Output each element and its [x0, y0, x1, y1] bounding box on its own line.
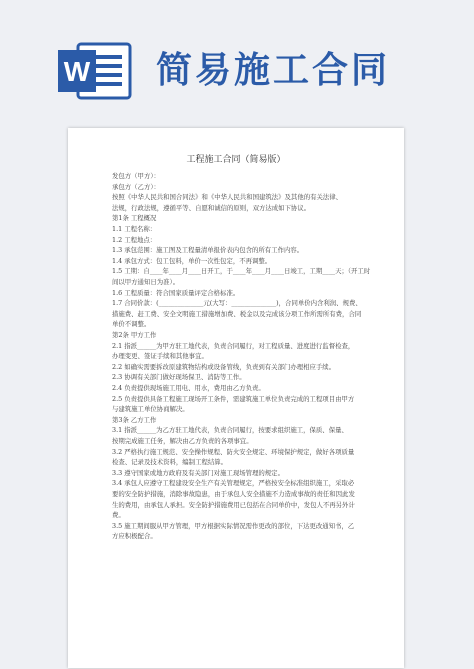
document-line: 2.1 指派______为甲方驻工地代表，负责合同履行，对工程质量、进度进行监督检查， — [112, 341, 355, 350]
word-logo-letter: W — [63, 56, 91, 87]
document-line: 1.3 承包范围：施工图及工程量清单报价表内包含的所有工作内容。 — [112, 246, 304, 255]
word-document-icon — [58, 40, 132, 102]
document-line: 方应积极配合。 — [112, 532, 157, 541]
document-line: 法规，行政法规，遵循平等、自愿和诚信的原则，双方达成如下协议。 — [112, 203, 311, 212]
header-banner — [0, 0, 474, 118]
document-line: 按照《中华人民共和国合同法》和《中华人民共和国建筑法》及其他的有关法律、 — [112, 193, 343, 202]
document-line: 措施费、赶工费、安全文明施工措施增加费、税金以及完成该分项工作所需所有费，合同 — [112, 309, 362, 318]
document-line: 与建筑施工单位协商解决。 — [112, 405, 189, 414]
document-line: 检查、记录及技术资料，编制工程结算。 — [112, 458, 228, 467]
document-title: 工程施工合同（简易版） — [186, 155, 286, 165]
document-line: 1.1 工程名称： — [112, 225, 157, 233]
document-line: 3.2 严格执行施工规范、安全操作规程、防火安全规定、环境保护规定，做好各项质量 — [112, 447, 355, 456]
document-line: 1.6 工程质量：符合国家质量评定合格标准。 — [112, 288, 240, 297]
document-line: 1.7 合同价款：(______________元(大写：______________)，合同单价内含利润、规费、 — [112, 299, 362, 308]
document-line: 2.4 负责提供现场施工用电、用水，费用由乙方负责。 — [112, 384, 265, 392]
document-line: 第1条 工程概况 — [112, 214, 157, 223]
document-line: 3.3 遵守国家或地方政府及有关部门对施工现场管理的规定。 — [112, 468, 284, 477]
document-line: 单价不调整。 — [112, 320, 151, 329]
document-line: 2.3 协调有关部门做好现场保卫、消防等工作。 — [112, 373, 246, 382]
document-line: 1.2 工程地点： — [112, 235, 157, 244]
document-line: 要的安全防护措施，消除事故隐患，由于承包人安全措施不力造成事故的责任和因此发 — [112, 490, 355, 498]
document-line: 3.1 指派______为乙方驻工地代表，负责合同履行，按要求组织施工，保质、保量、 — [112, 426, 348, 435]
document-line: 2.2 如确实需要拆改原建筑物结构或设备管线，负责到有关部门办理相应手续。 — [112, 362, 336, 371]
document-line: 间以甲方通知日为准）。 — [112, 278, 180, 286]
document-line: 按期完成施工任务，解决由乙方负责的各项事宜。 — [112, 437, 253, 445]
document-line: 第3条 乙方工作 — [112, 415, 157, 424]
document-line: 2.5 负责提供具备工程施工现场开工条件，需建筑施工单位负责完成的工程项目由甲方 — [112, 394, 355, 403]
document-line: 3.4 承包人应遵守工程建设安全生产有关管理规定，严格按安全标准组织施工，采取必 — [112, 479, 355, 488]
document-line: 承包方（乙方）： — [112, 182, 160, 191]
document-line: 3.5 施工期间服从甲方管理，甲方根据实际情况需作更改的部位，下达更改通知书，乙 — [112, 521, 355, 530]
banner-title: 简易施工合同 — [156, 50, 391, 91]
document-line: 发包方（甲方）： — [112, 172, 160, 180]
document-line: 费。 — [112, 511, 125, 520]
document-line: 1.4 承包方式：包工包料，单价一次性包定，不再调整。 — [112, 256, 272, 265]
document-line: 办理变更、签证手续和其他事宜。 — [112, 352, 208, 361]
document-line: 第2条 甲方工作 — [112, 331, 157, 339]
document-line: 1.5 工期：自____年____月____日开工，于____年____月____日竣工，工期____天；（开工时 — [112, 267, 371, 276]
document-page — [68, 128, 404, 668]
document-line: 生的费用，由承包人承担。安全防护措施费用已包括在合同单价中，发包人不再另外计 — [112, 500, 355, 509]
